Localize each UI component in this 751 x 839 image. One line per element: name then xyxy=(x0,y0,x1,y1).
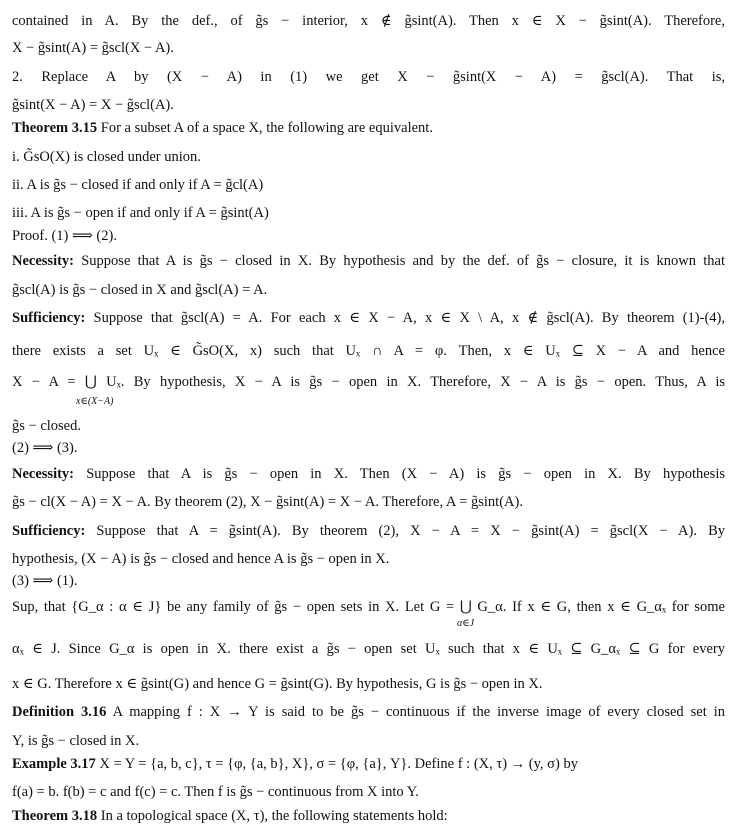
text-line-12: Sufficiency: Suppose that g̃scl(A) = A. For each x ∈ X − A, x ∈ X \ A, x ∉ g̃scl(A). By theorem (1)-(4), xyxy=(12,310,725,326)
text-line-25: αₓ ∈ J. Since G_α is open in X. there exist a g̃s − open set Uₓ such that x ∈ Uₓ ⊆ G_αₓ ⊆ G for every xyxy=(12,641,725,657)
text-line-14: X − A = ⋃ Uₓ. By hypothesis, X − A is g̃s − open in X. Therefore, X − A is g̃s − open. Thus, A is xyxy=(12,374,725,390)
text-line-21: hypothesis, (X − A) is g̃s − closed and hence A is g̃s − open in X. xyxy=(12,551,390,567)
text-line-30: f(a) = b. f(b) = c and f(c) = c. Then f is g̃s − continuous from X into Y. xyxy=(12,784,419,800)
text-line-17: (2) ⟹ (3). xyxy=(12,440,78,456)
union-subscript: x∈(X−A) xyxy=(76,396,114,407)
theorem-3-15: Theorem 3.15 For a subset A of a space X, the following are equivalent. xyxy=(12,120,433,136)
union-index-subscript: α∈J xyxy=(457,618,475,629)
text-line-8: iii. A is g̃s − open if and only if A = g̃sint(A) xyxy=(12,205,269,221)
text-line-1: contained in A. By the def., of g̃s − interior, x ∉ g̃sint(A). Then x ∈ X − g̃sint(A). Therefore, xyxy=(12,13,725,29)
text-line-3: 2. Replace A by (X − A) in (1) we get X − g̃sint(X − A) = g̃scl(A). That is, xyxy=(12,69,725,85)
text-line-7: ii. A is g̃s − closed if and only if A = g̃cl(A) xyxy=(12,177,264,193)
text-line-26: x ∈ G. Therefore x ∈ g̃sint(G) and hence G = g̃sint(G). By hypothesis, G is g̃s − open in X. xyxy=(12,676,543,692)
proof-line: Proof. (1) ⟹ (2). xyxy=(12,228,117,244)
text-line-4: g̃sint(X − A) = X − g̃scl(A). xyxy=(12,97,174,113)
text-line-28: Y, is g̃s − closed in X. xyxy=(12,733,140,749)
text-line-6: i. G̃sO(X) is closed under union. xyxy=(12,149,201,165)
text-line-20: Sufficiency: Suppose that A = g̃sint(A). By theorem (2), X − A = X − g̃sint(A) = g̃scl(X − A). By xyxy=(12,523,725,539)
text-line-2: X − g̃sint(A) = g̃scl(X − A). xyxy=(12,40,174,56)
text-line-19: g̃s − cl(X − A) = X − A. By theorem (2), X − g̃sint(A) = X − A. Therefore, A = g̃sint(A). xyxy=(12,494,523,510)
example-3-17: Example 3.17 X = Y = {a, b, c}, τ = {φ, {a, b}, X}, σ = {φ, {a}, Y}. Define f : (X, τ) → (y, σ) by xyxy=(12,756,578,772)
text-line-22: (3) ⟹ (1). xyxy=(12,573,78,589)
text-line-10: Necessity: Suppose that A is g̃s − closed in X. By hypothesis and by the def. of g̃s − closure, it is known that xyxy=(12,253,725,269)
text-line-13: there exists a set Uₓ ∈ G̃sO(X, x) such that Uₓ ∩ A = φ. Then, x ∈ Uₓ ⊆ X − A and hence xyxy=(12,343,725,359)
text-line-16: g̃s − closed. xyxy=(12,418,81,434)
theorem-3-18: Theorem 3.18 In a topological space (X, τ), the following statements hold: xyxy=(12,808,448,824)
text-line-18: Necessity: Suppose that A is g̃s − open in X. Then (X − A) is g̃s − open in X. By hypothesis xyxy=(12,466,725,482)
definition-3-16: Definition 3.16 A mapping f : X → Y is said to be g̃s − continuous if the inverse image of every closed set in xyxy=(12,704,725,720)
text-line-11: g̃scl(A) is g̃s − closed in X and g̃scl(A) = A. xyxy=(12,282,268,298)
text-line-23: Sup, that {G_α : α ∈ J} be any family of g̃s − open sets in X. Let G = ⋃ G_α. If x ∈ G, then x ∈ G_αₓ for some xyxy=(12,599,725,615)
